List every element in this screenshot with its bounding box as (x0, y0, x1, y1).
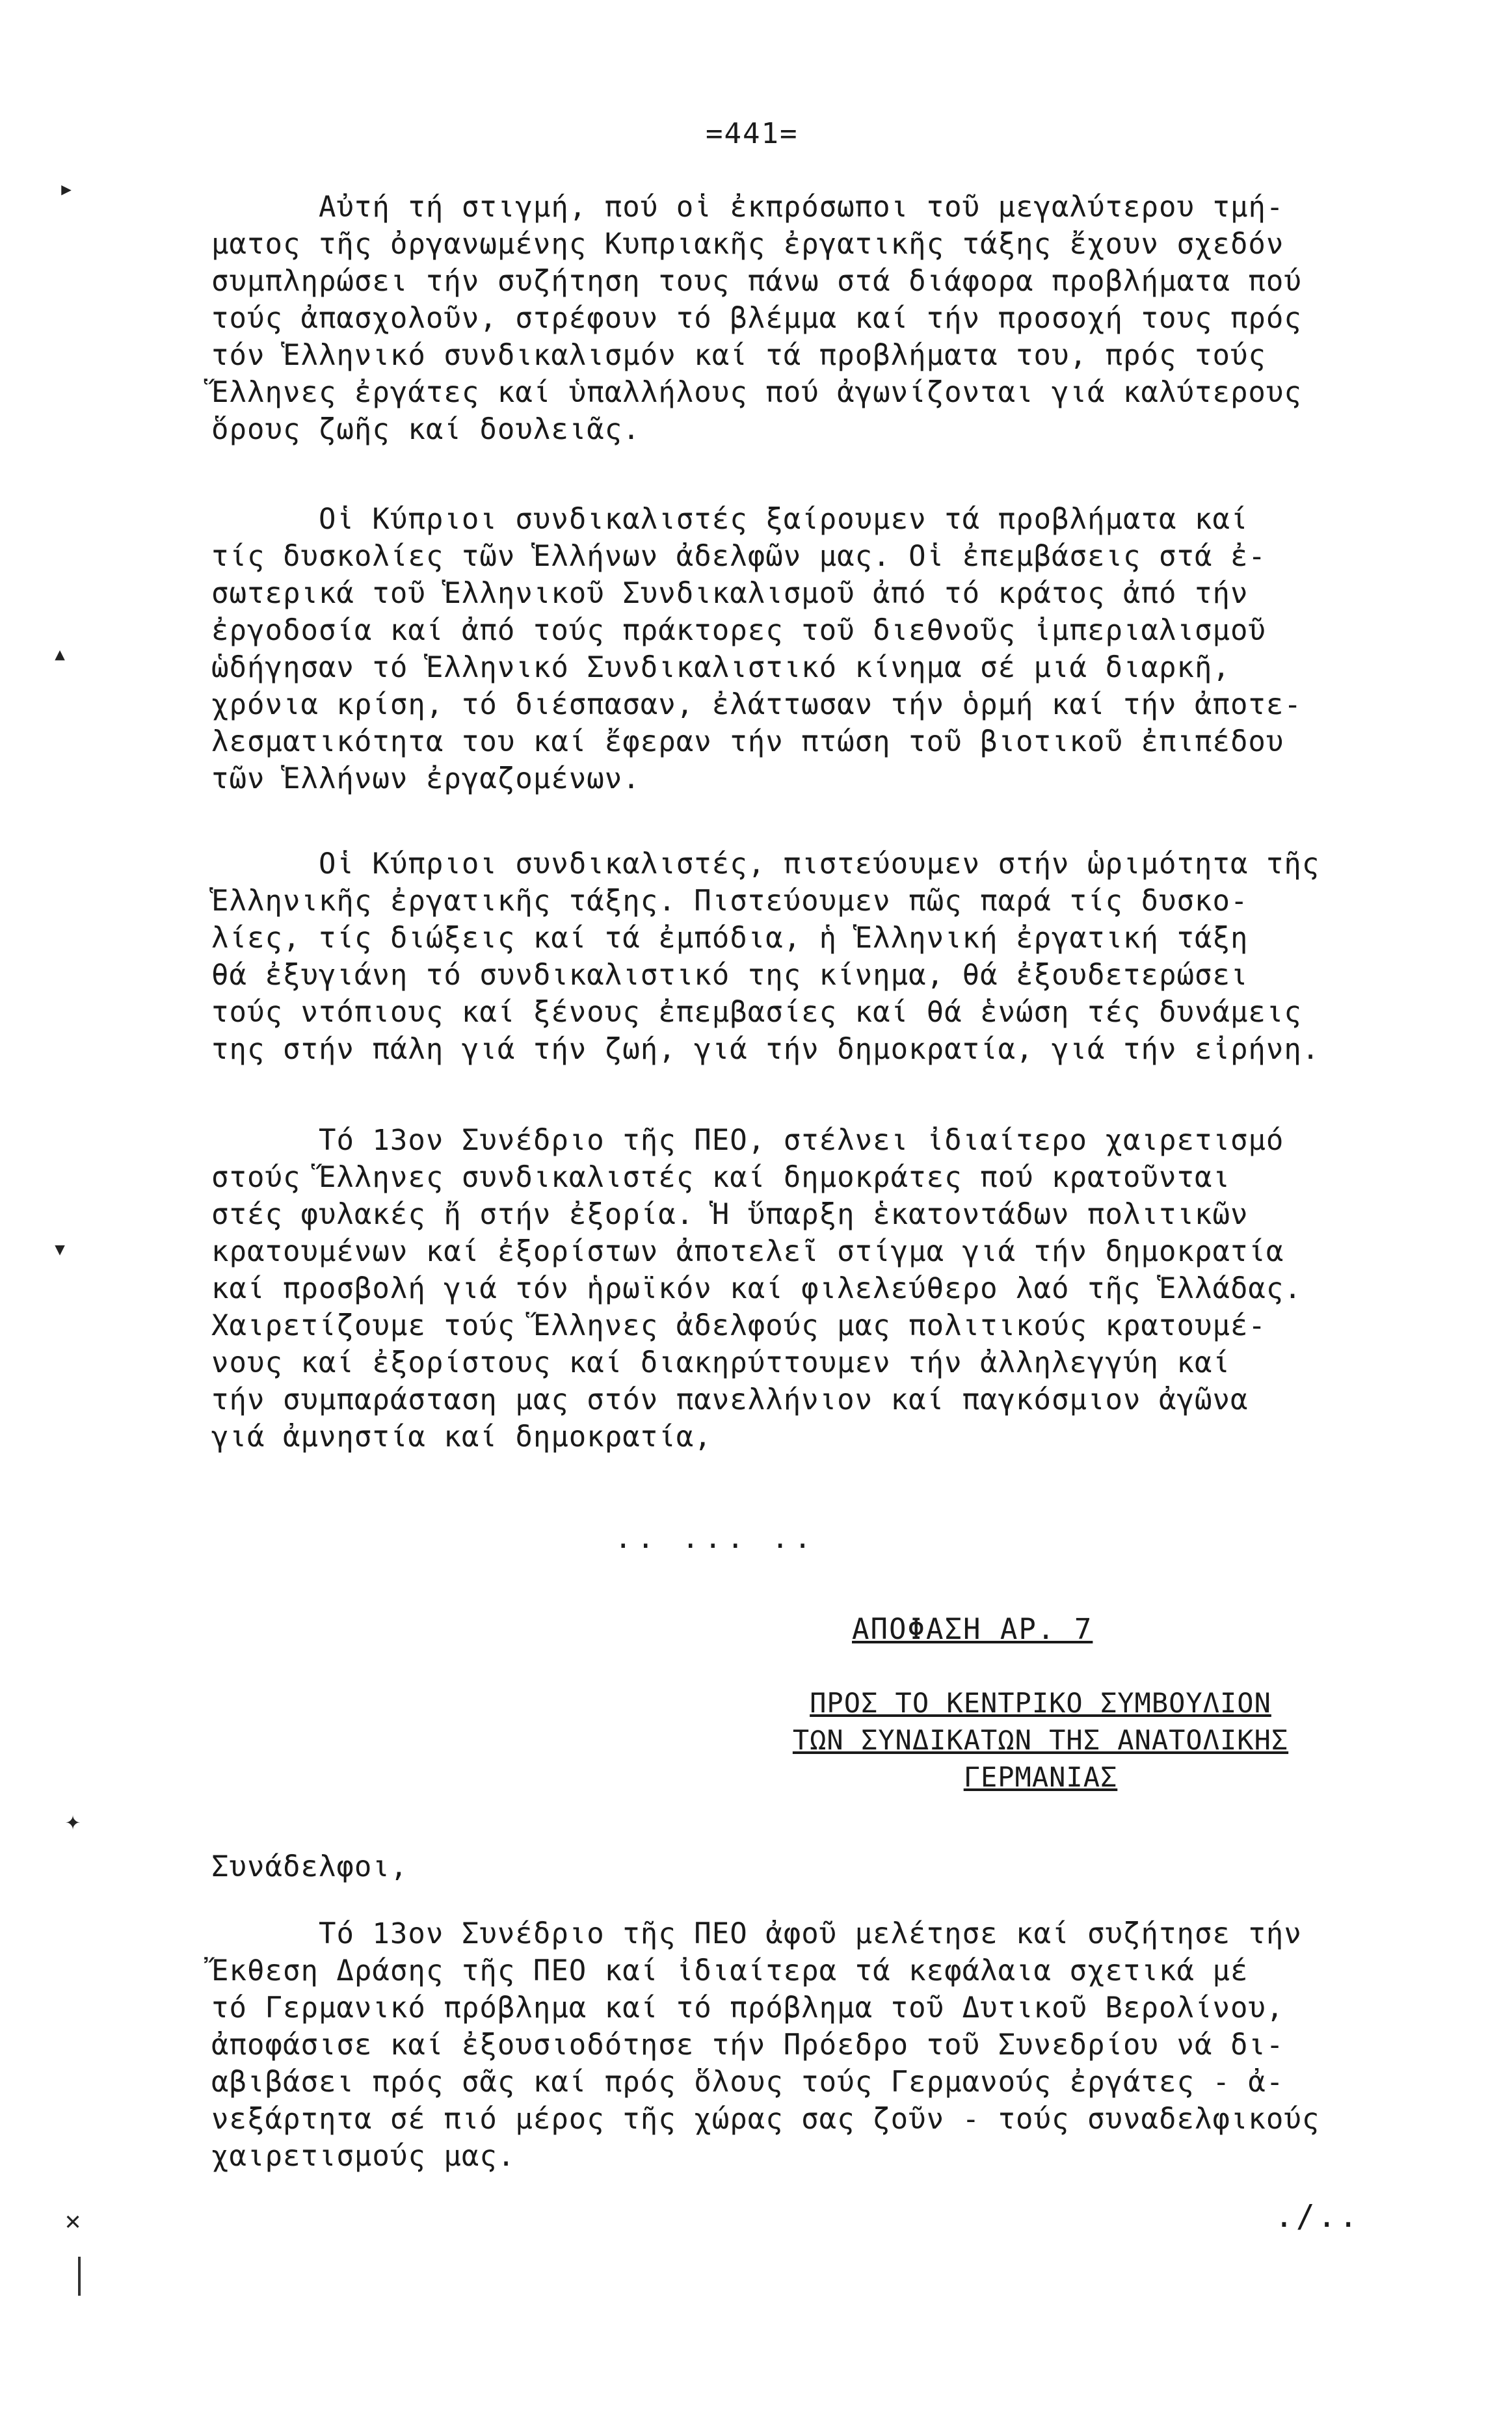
margin-mark-icon: ▴ (52, 639, 68, 669)
margin-mark-icon: ▾ (52, 1234, 68, 1264)
recipient-line-1: ΠΡΟΣ ΤΟ ΚΕΝΤΡΙΚΟ ΣΥΜΒΟΥΛΙΟΝ (810, 1687, 1271, 1719)
paragraph-2: Οἱ Κύπριοι συνδικαλιστές ξαίρουμεν τά προβλήματα καί τίς δυσκολίες τῶν Ἑλλήνων ἀδελφῶν μας. Οἱ ἐπεμβάσεις στά ἐ- σωτερικά τοῦ Ἑλληνικοῦ Συνδικαλισμοῦ ἀπό τό κράτος ἀπό τήν ἐργοδοσία καί ἀπό τούς πράκτορες τοῦ διεθνοῦς ἰμπεριαλισμοῦ ὡδήγησαν τό Ἑλληνικό Συνδικαλιστικό κίνημα σέ μιά διαρκῆ, χρόνια κρίση, τό διέσπασαν, ἐλάττωσαν τήν ὁρμή καί τήν ἀποτε- λεσματικότητα του καί ἔφεραν τήν πτώση τοῦ βιοτικοῦ ἐπιπέδου τῶν Ἑλλήνων ἐργαζομένων. (211, 503, 1302, 795)
decision-title: ΑΠΟΦΑΣΗ ΑΡ. 7 (852, 1613, 1093, 1646)
continuation-mark: ./.. (1275, 2198, 1360, 2235)
margin-mark-icon: ▸ (59, 174, 75, 204)
paragraph-1: Αὐτή τή στιγμή, πού οἱ ἐκπρόσωποι τοῦ μεγαλύτερου τμή- ματος τῆς ὀργανωμένης Κυπριακῆς ἐργατικῆς τάξης ἔχουν σχεδόν συμπληρώσει τήν συζήτηση τους πάνω στά διάφορα προβλήματα πού τούς ἀπασχολοῦν, στρέφουν τό βλέμμα καί τήν προσοχή τους πρός τόν Ἑλληνικό συνδικαλισμόν καί τά προβλήματα του, πρός τούς Ἕλληνες ἐργάτες καί ὑπαλλήλους πού ἀγωνίζονται γιά καλύτερους ὅρους ζωῆς καί δουλειᾶς. (211, 191, 1302, 446)
paragraph-3: Οἱ Κύπριοι συνδικαλιστές, πιστεύουμεν στήν ὡριμότητα τῆς Ἑλληνικῆς ἐργατικῆς τάξης. Πιστεύουμεν πῶς παρά τίς δυσκο- λίες, τίς διώξεις καί τά ἐμπόδια, ἡ Ἑλληνική ἐργατική τάξη θά ἐξυγιάνη τό συνδικαλιστικό της κίνημα, θά ἐξουδετερώσει τούς ντόπιους καί ξένους ἐπεμβασίες καί θά ἑνώση τές δυνάμεις της στήν πάλη γιά τήν ζωή, γιά τήν δημοκρατία, γιά τήν εἰρήνη. (211, 847, 1320, 1066)
margin-mark-icon: ✦ (65, 1806, 81, 1836)
paragraph-4: Τό 13ον Συνέδριο τῆς ΠΕΟ, στέλνει ἰδιαίτερο χαιρετισμό στούς Ἕλληνες συνδικαλιστές καί δημοκράτες πού κρατοῦνται στές φυλακές ἤ στήν ἐξορία. Ἡ ὕπαρξη ἑκατοντάδων πολιτικῶν κρατουμένων καί ἐξορίστων ἀποτελεῖ στίγμα γιά τήν δημοκρατία καί προσβολή γιά τόν ἡρωϊκόν καί φιλελεύθερο λαό τῆς Ἑλλάδας. Χαιρετίζουμε τούς Ἕλληνες ἀδελφούς μας πολιτικούς κρατουμέ- νους καί ἐξορίστους καί διακηρύττουμεν τήν ἀλληλεγγύη καί τήν συμπαράσταση μας στόν πανελλήνιον καί παγκόσμιον ἀγῶνα γιά ἀμνηστία καί δημοκρατία, (211, 1124, 1302, 1454)
paragraph-5: Τό 13ον Συνέδριο τῆς ΠΕΟ ἀφοῦ μελέτησε καί συζήτησε τήν Ἔκθεση Δράσης τῆς ΠΕΟ καί ἰδιαίτερα τά κεφάλαια σχετικά μέ τό Γερμανικό πρόβλημα καί τό πρόβλημα τοῦ Δυτικοῦ Βερολίνου, ἀποφάσισε καί ἐξουσιοδότησε τήν Πρόεδρο τοῦ Συνεδρίου νά δι- αβιβάσει πρός σᾶς καί πρός ὅλους τούς Γερμανούς ἐργάτες - ἀ- νεξάρτητα σέ πιό μέρος τῆς χώρας σας ζοῦν - τούς συναδελφικούς χαιρετισμούς μας. (211, 1917, 1320, 2173)
page-number: =441= (706, 117, 799, 150)
recipient-line-3: ΓΕΡΜΑΝΙΑΣ (963, 1761, 1118, 1793)
margin-mark-icon: ✕ (65, 2206, 81, 2236)
margin-bar (78, 2257, 81, 2296)
recipient-line-2: ΤΩΝ ΣΥΝΔΙΚΑΤΩΝ ΤΗΣ ΑΝΑΤΟΛΙΚΗΣ (792, 1724, 1289, 1756)
section-separator: .. ... .. (615, 1522, 817, 1555)
recipient-block (748, 1684, 1333, 1796)
salutation: Συνάδελφοι, (211, 1850, 408, 1883)
